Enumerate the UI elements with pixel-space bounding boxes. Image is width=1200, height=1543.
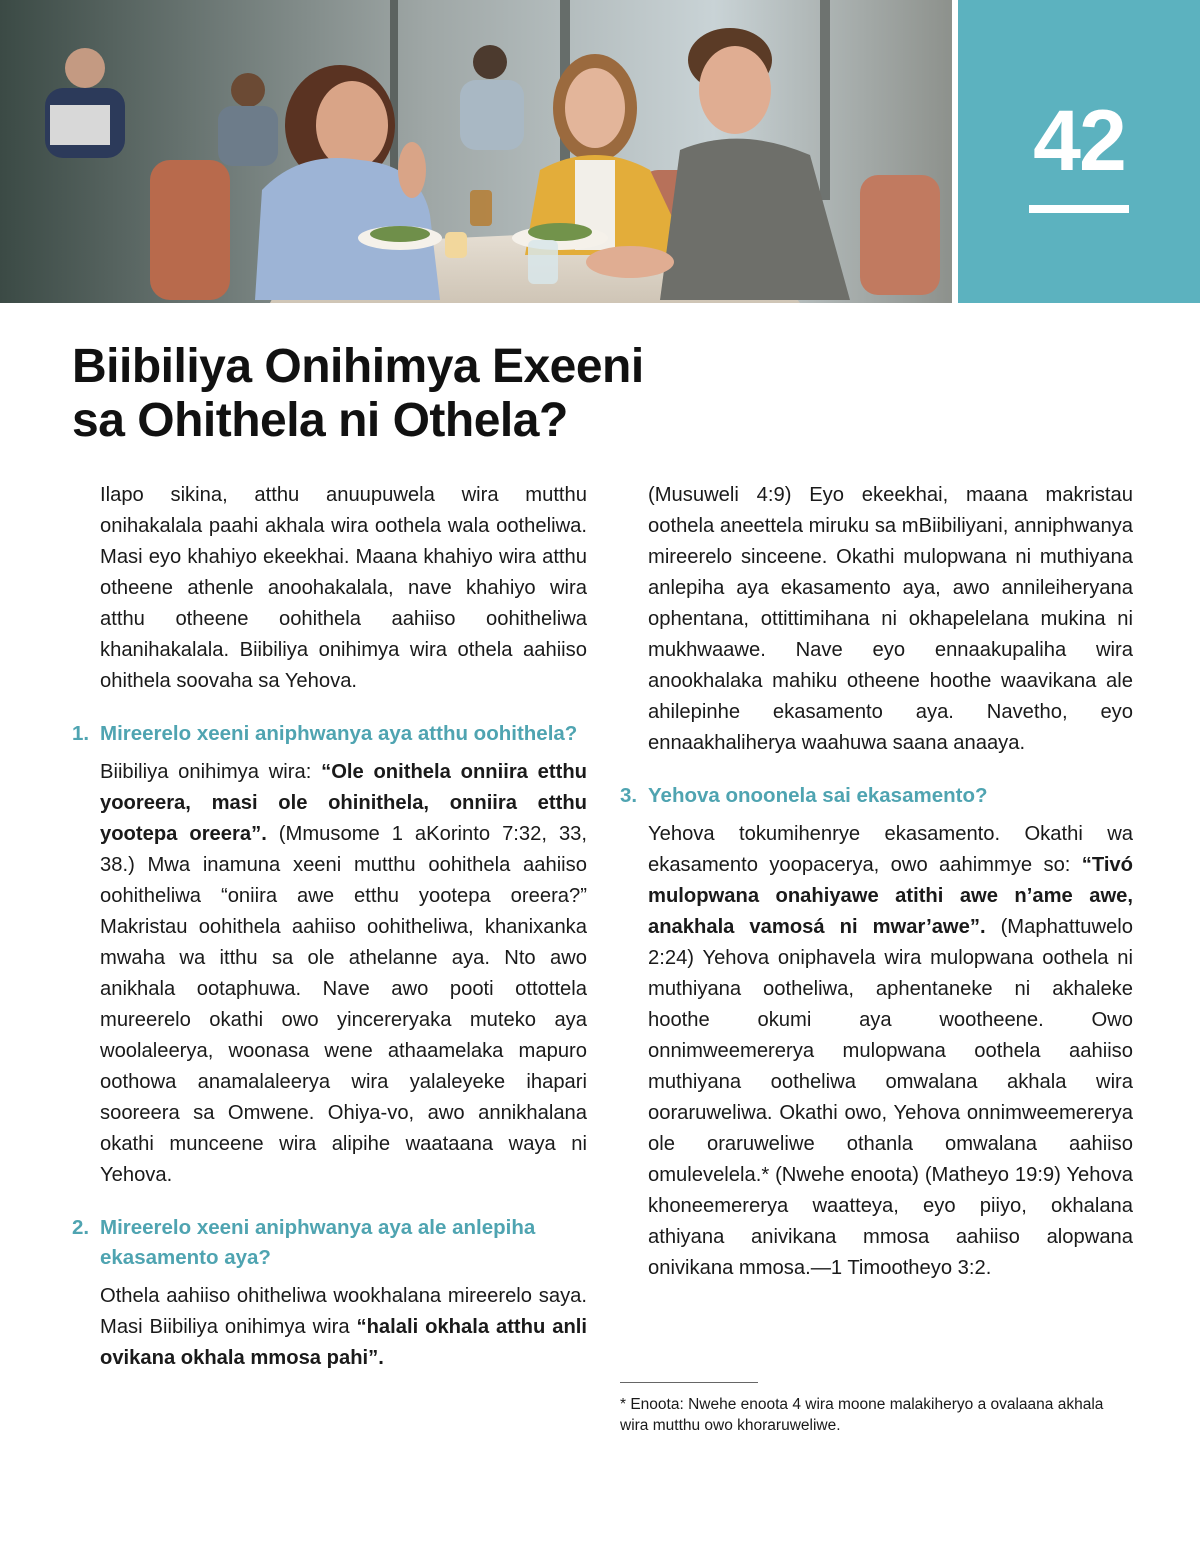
answer-3-paragraph <box>620 819 1133 1284</box>
footnote: * Enoota: Nwehe enoota 4 wira moone malakiheryo a ovalaana akhala wira mutthu owo khoraruweliwe. <box>620 1396 1104 1434</box>
page-title <box>72 340 644 448</box>
question-1 <box>72 719 587 749</box>
intro-paragraph: Ilapo sikina, atthu anuupuwela wira mutthu onihakalala paahi akhala wira oothela wala ootheliwa. Masi eyo khahiyo ekeekhai. Maana khahiyo wira atthu otheene athenle anoohakalala, nave khahiyo wira atthu otheene oohithela aahiiso oohitheliwa khanihakalala. Biibiliya onihimya wira othela aahiiso ohithela soovaha sa Yehova. <box>100 484 587 692</box>
answer-2-continued: (Musuweli 4:9) Eyo ekeekhai, maana makristau oothela aneettela miruku sa mBiibiliyani, anniphwanya mireerelo sinceene. Okathi mulopwana ni muthiyana anlepiha aya ekasamento aya, awo annileiheryana ophentana, ottittimihana ni okhapelelana mukina ni mukhwaawe. Nave eyo ennaakupaliha wira anookhalaka mahiku otheene hoothe waavikana ale ahilepinhe ekasamento aya. Navetho, eyo ennaakhaliherya waahuwa saana anaaya. <box>648 484 1133 754</box>
lesson-number: 42 <box>1033 93 1125 189</box>
question-1-text: Mireerelo xeeni aniphwanya aya atthu oohithela? <box>100 722 578 745</box>
footnote-divider <box>620 1382 758 1383</box>
question-3-number: 3. <box>620 784 638 807</box>
right-column <box>620 480 1133 1284</box>
question-3 <box>620 781 1133 811</box>
answer-1-rest: (Mmusome 1 aKorinto 7:32, 33, 38.) Mwa inamuna xeeni mutthu oohithela aahiiso oohitheliwa “oniira awe etthu yootepa oreera?” Makristau oohithela aahiiso oohitheliwa, khanixanka mwaha wa itthu sa ole athelanne aya. Nto awo anikhala ootaphuwa. Nave awo pooti ottottela mureerelo okathi owo yincereryaka muteko aya woolaleerya, woonasa wene athaamelaka mapuro oothowa anamalaleerya wira yalaleyeke ihapari sooreera sa Omwene. Ohiya-vo, awo annikhalana okathi munceene wira alipihe waataana waya ni Yehova. <box>100 823 588 1186</box>
question-2-number: 2. <box>72 1216 90 1239</box>
answer-3-quote: “Tivó mulopwana onahiyawe atithi awe n’ame awe, anakhala vamosá ni mwar’awe”. <box>648 854 1133 938</box>
title-line-2: sa Ohithela ni Othela? <box>72 394 568 447</box>
answer-2-quote: “halali okhala atthu anli ovikana okhala mmosa pahi”. <box>100 1316 587 1369</box>
answer-3-rest: (Maphattuwelo 2:24) Yehova oniphavela wira mulopwana oothela ni muthiyana ootheliwa, aphentaneke ni akhaleke hoothe okumi aya wootheene. Owo onnimweemererya mulopwana oothela aahiiso muthiyana ootheliwa omwalana akhala wira ooraruweliwa. Okathi owo, Yehova onnimweemererya ole oraruweliwe othanla omwalana aahiiso omulevelela.* (Nwehe enoota) (Matheyo 19:9) Yehova khoneemererya waatteya, eyo piiyo, okhalana athiyana anivikana mmosa aahiiso alopwana onivikana mmosa.—1 Timootheyo 3:2. <box>648 916 1133 1279</box>
title-line-1: Biibiliya Onihimya Exeeni <box>72 340 644 393</box>
answer-1-quote: “Ole onithela onniira etthu yooreera, masi ole ohinithela, onniira etthu yootepa oreera”. <box>100 761 587 845</box>
question-2 <box>72 1213 587 1273</box>
question-2-text: Mireerelo xeeni aniphwanya aya ale anlepiha ekasamento aya? <box>100 1216 536 1269</box>
left-column <box>72 480 587 1374</box>
answer-3-start: Yehova tokumihenrye ekasamento. Okathi wa ekasamento yoopacerya, owo aahimmye so: <box>648 823 1133 876</box>
question-1-number: 1. <box>72 722 90 745</box>
answer-2-paragraph <box>72 1281 587 1374</box>
answer-1-paragraph <box>72 757 587 1191</box>
answer-2-start: Othela aahiiso ohitheliwa wookhalana mireerelo saya. Masi Biibiliya onihimya wira <box>100 1285 587 1338</box>
answer-1-start: Biibiliya onihimya wira: <box>100 761 322 783</box>
lesson-number-box <box>958 0 1200 303</box>
lesson-number-underline <box>1029 205 1129 213</box>
hero-photo <box>0 0 952 303</box>
question-3-text: Yehova onoonela sai ekasamento? <box>648 784 988 807</box>
